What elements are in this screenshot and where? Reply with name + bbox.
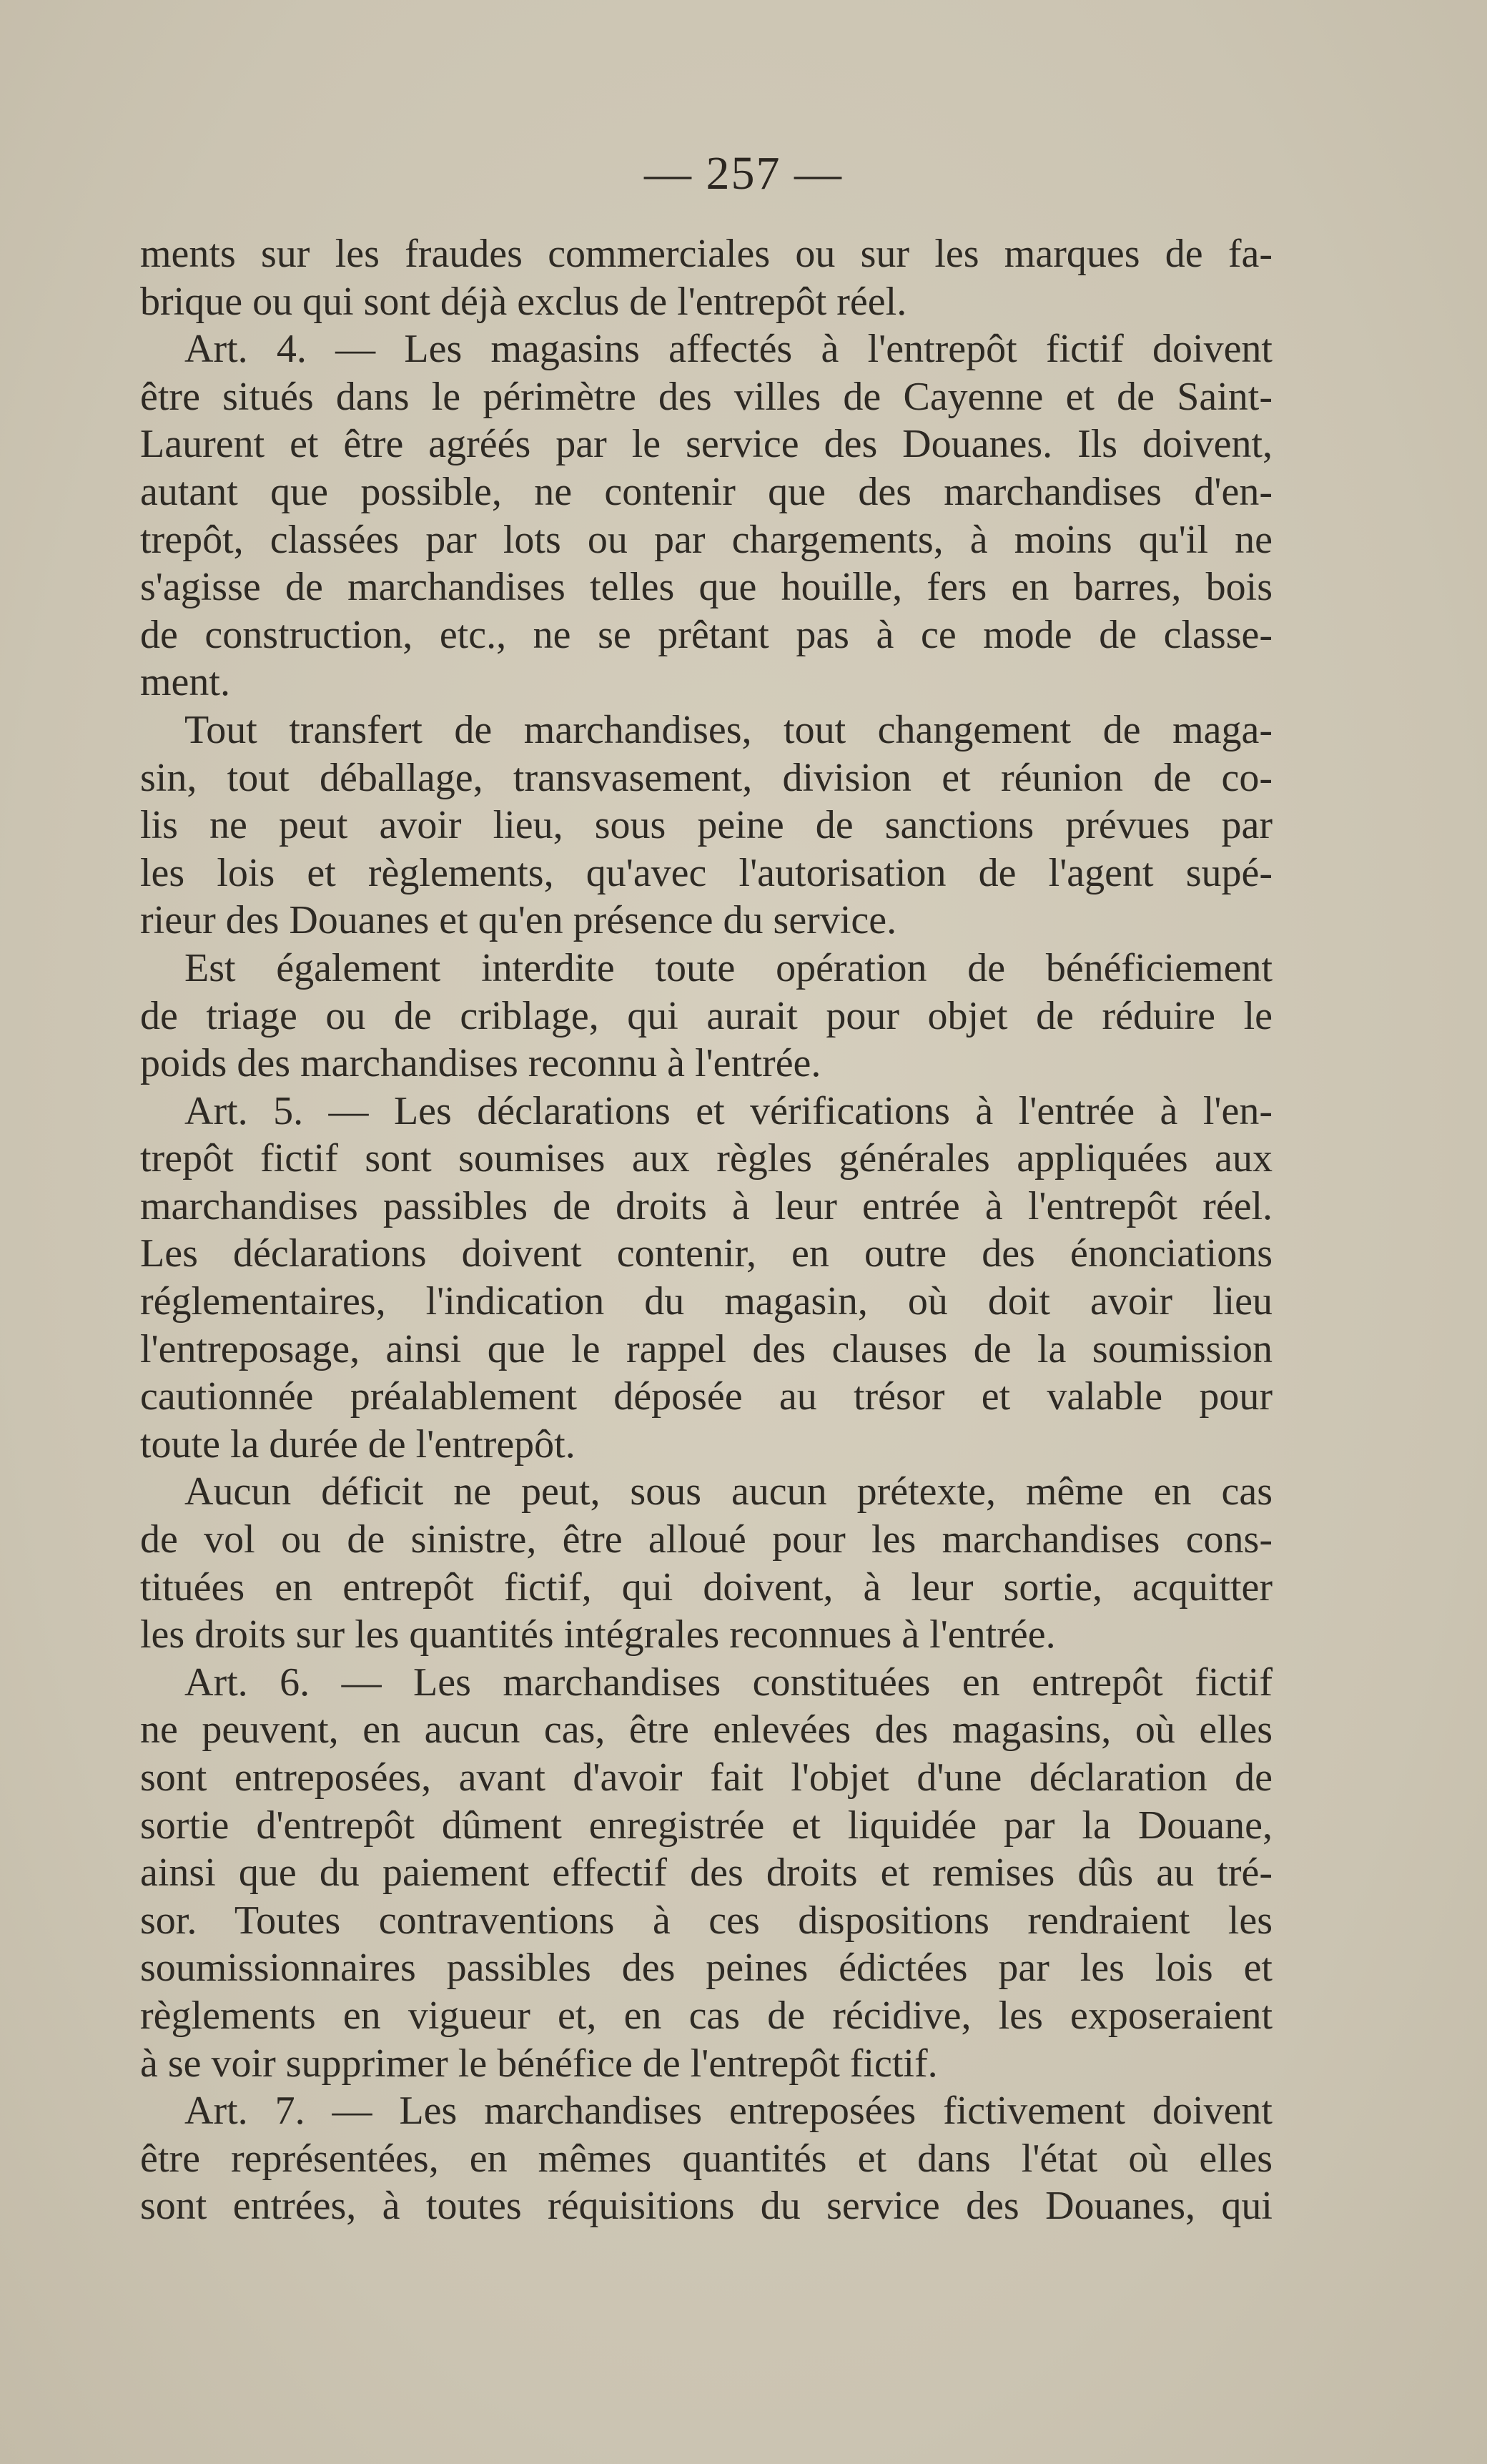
text-line: rieur des Douanes et qu'en présence du service. [140, 898, 897, 943]
text-line: à se voir supprimer le bénéfice de l'entrepôt fictif. [140, 2041, 938, 2086]
text-line: les droits sur les quantités intégrales reconnues à l'entrée. [140, 1612, 1056, 1657]
text-line: trepôt fictif sont soumises aux règles générales appliquées aux [140, 1136, 1273, 1181]
text-line: de vol ou de sinistre, être alloué pour les marchandises cons- [140, 1517, 1273, 1562]
text-line: Laurent et être agréés par le service des Douanes. Ils doivent, [140, 422, 1273, 467]
text-line: tituées en entrepôt fictif, qui doivent, à leur sortie, acquitter [140, 1564, 1273, 1610]
text-line: lis ne peut avoir lieu, sous peine de sanctions prévues par [140, 803, 1273, 848]
text-line: marchandises passibles de droits à leur entrée à l'entrepôt réel. [140, 1183, 1273, 1228]
text-line: être représentées, en mêmes quantités et dans l'état où elles [140, 2136, 1273, 2181]
text-line: trepôt, classées par lots ou par chargements, à moins qu'il ne [140, 517, 1273, 562]
text-line: Art. 5. — Les déclarations et vérifications à l'entrée à l'en- [184, 1088, 1273, 1133]
text-line: l'entreposage, ainsi que le rappel des clauses de la soumission [140, 1326, 1273, 1371]
text-line: réglementaires, l'indication du magasin, où doit avoir lieu [140, 1279, 1273, 1324]
text-line: Tout transfert de marchandises, tout changement de maga- [184, 707, 1273, 752]
body-text [140, 230, 1273, 2230]
text-line: ment. [140, 660, 230, 705]
text-line: règlements en vigueur et, en cas de récidive, les exposeraient [140, 1993, 1273, 2038]
text-line: Est également interdite toute opération de bénéficiement [184, 945, 1273, 990]
text-line: poids des marchandises reconnu à l'entrée. [140, 1041, 821, 1086]
text-line: ainsi que du paiement effectif des droits et remises dûs au tré- [140, 1851, 1273, 1896]
text-line: ments sur les fraudes commerciales ou sur les marques de fa- [140, 232, 1273, 276]
text-line: soumissionnaires passibles des peines édictées par les lois et [140, 1946, 1273, 1991]
text-line: brique ou qui sont déjà exclus de l'entrepôt réel. [140, 279, 907, 324]
text-line: Art. 6. — Les marchandises constituées en entrepôt fictif [184, 1660, 1273, 1705]
text-line: s'agisse de marchandises telles que houille, fers en barres, bois [140, 565, 1273, 610]
text-line: Aucun déficit ne peut, sous aucun prétexte, même en cas [184, 1469, 1273, 1514]
text-line: Art. 7. — Les marchandises entreposées fictivement doivent [184, 2089, 1273, 2134]
text-line: Les déclarations doivent contenir, en outre des énonciations [140, 1231, 1273, 1276]
text-line: être situés dans le périmètre des villes de Cayenne et de Saint- [140, 374, 1273, 419]
text-line: de construction, etc., ne se prêtant pas à ce mode de classe- [140, 612, 1273, 657]
text-line: de triage ou de criblage, qui aurait pour objet de réduire le [140, 993, 1273, 1038]
text-line: sin, tout déballage, transvasement, division et réunion de co- [140, 755, 1273, 800]
text-line: sor. Toutes contraventions à ces dispositions rendraient les [140, 1898, 1273, 1943]
text-line: autant que possible, ne contenir que des marchandises d'en- [140, 469, 1273, 514]
text-line: ne peuvent, en aucun cas, être enlevées des magasins, où elles [140, 1707, 1273, 1753]
page-number: — 257 — [644, 147, 843, 199]
text-line: toute la durée de l'entrepôt. [140, 1421, 575, 1467]
text-line: Art. 4. — Les magasins affectés à l'entrepôt fictif doivent [184, 327, 1273, 372]
text-line: sont entreposées, avant d'avoir fait l'objet d'une déclaration de [140, 1755, 1273, 1800]
text-line: cautionnée préalablement déposée au trésor et valable pour [140, 1374, 1273, 1419]
text-line: sont entrées, à toutes réquisitions du service des Douanes, qui [140, 2184, 1273, 2229]
text-line: les lois et règlements, qu'avec l'autorisation de l'agent supé- [140, 850, 1273, 895]
text-line: sortie d'entrepôt dûment enregistrée et liquidée par la Douane, [140, 1803, 1273, 1848]
